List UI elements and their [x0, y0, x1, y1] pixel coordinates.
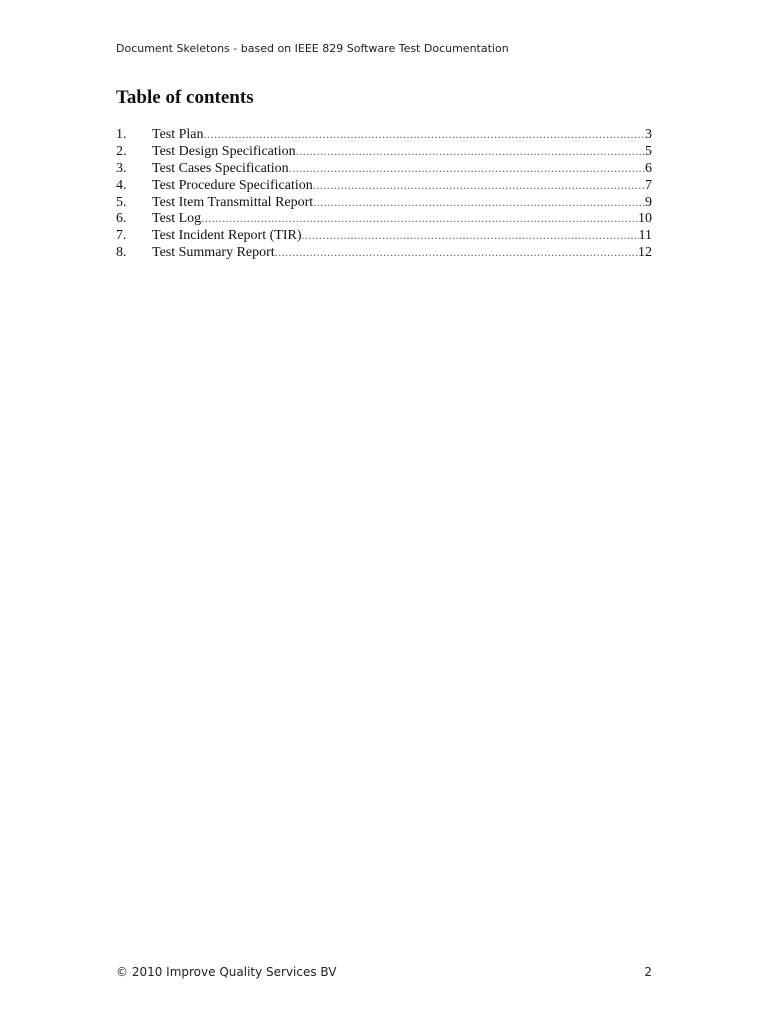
- toc-entry-test-plan[interactable]: [116, 126, 652, 143]
- toc-dot-leader: [313, 194, 645, 211]
- toc-dot-leader: [313, 177, 645, 194]
- toc-entry-number: 1.: [116, 127, 127, 142]
- toc-entry-page[interactable]: 9: [645, 194, 652, 210]
- page-number: 2: [644, 965, 652, 979]
- toc-entry-page[interactable]: 11: [638, 228, 652, 244]
- toc-list: [116, 126, 652, 261]
- page-footer: [116, 965, 652, 979]
- toc-entry-page[interactable]: 12: [638, 245, 652, 261]
- toc-entry-text[interactable]: Test Plan: [152, 127, 204, 142]
- toc-dot-leader: [204, 126, 645, 143]
- toc-entry-test-item-transmittal-report[interactable]: [116, 194, 652, 211]
- toc-entry-test-cases-specification[interactable]: [116, 160, 652, 177]
- toc-dot-leader: [275, 244, 638, 261]
- running-header: Document Skeletons - based on IEEE 829 Software Test Documentation: [116, 42, 509, 55]
- copyright-text: © 2010 Improve Quality Services BV: [116, 965, 337, 979]
- toc-dot-leader: [201, 210, 638, 227]
- toc-entry-test-design-specification[interactable]: [116, 143, 652, 160]
- toc-entry-text[interactable]: Test Incident Report (TIR): [152, 228, 302, 244]
- toc-entry-number: 7.: [116, 228, 127, 244]
- toc-entry-text[interactable]: Test Summary Report: [152, 245, 275, 261]
- toc-dot-leader: [289, 160, 645, 177]
- toc-entry-number: 8.: [116, 245, 127, 261]
- toc-dot-leader: [296, 143, 645, 160]
- toc-entry-page[interactable]: 5: [645, 143, 652, 159]
- toc-entry-test-summary-report[interactable]: [116, 244, 652, 261]
- toc-entry-test-incident-report[interactable]: [116, 227, 652, 244]
- toc-entry-number: 6.: [116, 211, 127, 227]
- toc-entry-page[interactable]: 7: [645, 177, 652, 193]
- toc-entry-number: 3.: [116, 160, 127, 176]
- toc-entry-number: 2.: [116, 143, 127, 159]
- toc-entry-number: 4.: [116, 177, 127, 193]
- toc-title: Table of contents: [116, 87, 254, 108]
- toc-entry-number: 5.: [116, 194, 127, 210]
- toc-entry-page[interactable]: 3: [645, 127, 652, 142]
- toc-entry-text[interactable]: Test Log: [152, 211, 202, 227]
- toc-entry-test-procedure-specification[interactable]: [116, 177, 652, 194]
- toc-entry-text[interactable]: Test Item Transmittal Report: [152, 194, 314, 210]
- toc-entry-text[interactable]: Test Design Specification: [152, 143, 296, 159]
- toc-dot-leader: [301, 227, 638, 244]
- toc-entry-page[interactable]: 10: [638, 211, 652, 227]
- toc-entry-page[interactable]: 6: [645, 160, 652, 176]
- toc-entry-text[interactable]: Test Cases Specification: [152, 160, 289, 176]
- toc-entry-test-log[interactable]: [116, 210, 652, 227]
- toc-entry-text[interactable]: Test Procedure Specification: [152, 177, 313, 193]
